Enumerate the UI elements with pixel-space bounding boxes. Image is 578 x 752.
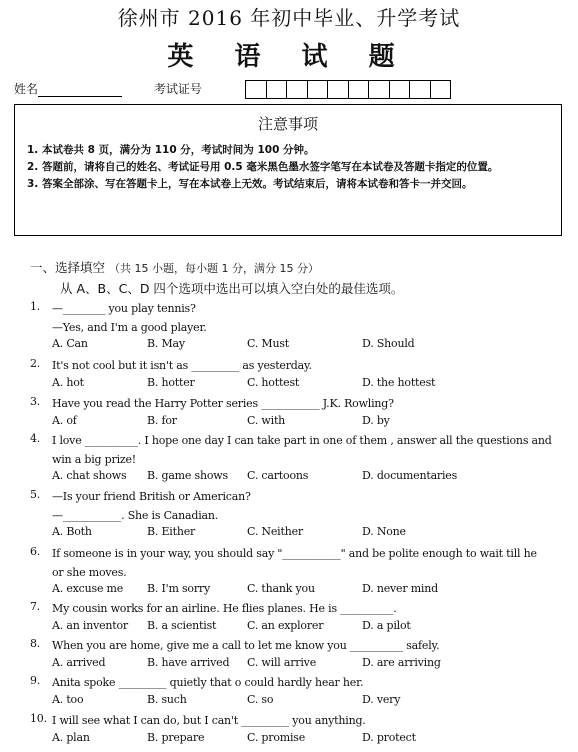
answer-option[interactable]: C. cartoons	[247, 469, 309, 482]
answer-option[interactable]: D. a pilot	[362, 618, 411, 632]
answer-option[interactable]: D. protect	[362, 730, 416, 744]
notice-item: 1. 本试卷共 8 页，满分为 110 分，考试时间为 100 分钟。	[27, 144, 315, 156]
question	[30, 357, 560, 394]
id-label: 考试证号	[153, 82, 202, 96]
answer-option[interactable]: B. hotter	[147, 375, 195, 389]
answer-options	[52, 731, 560, 749]
id-digit-box[interactable]	[307, 80, 329, 99]
answer-option[interactable]: A. an inventor	[52, 618, 128, 632]
answer-option[interactable]: A. Can	[52, 337, 88, 350]
notice-item: 2. 答题前，请将自己的姓名、考试证号用 0.5 毫米黑色墨水签字笔写在本试卷及答题卡指定的位置。	[27, 161, 499, 173]
answer-option[interactable]: C. an explorer	[247, 618, 324, 632]
answer-option[interactable]: B. prepare	[147, 730, 205, 744]
question-number: 8.	[30, 637, 41, 650]
question	[30, 395, 560, 432]
section-title: 一、选择填空	[30, 260, 106, 275]
answer-options	[52, 414, 560, 432]
question-text: —___________. She is Canadian.	[52, 508, 219, 522]
answer-option[interactable]: B. game shows	[147, 469, 228, 482]
answer-option[interactable]: A. of	[52, 413, 77, 427]
answer-options	[52, 619, 560, 637]
answer-option[interactable]: D. very	[362, 692, 401, 706]
question-text: —________ you play tennis?	[52, 302, 196, 315]
section-note: （共 15 小题，每小题 1 分，满分 15 分）	[109, 262, 319, 275]
id-digit-box[interactable]	[266, 80, 288, 99]
answer-options	[52, 376, 560, 394]
answer-option[interactable]: B. Either	[147, 525, 196, 538]
question-text: I love __________. I hope one day I can take part in one of them , answer all the questions and	[52, 434, 552, 447]
answer-option[interactable]: B. such	[147, 692, 187, 706]
question-text: —Is your friend British or American?	[52, 490, 251, 503]
id-number-boxes[interactable]	[246, 80, 451, 99]
answer-options	[52, 656, 560, 674]
subject-title: 英 语 试 题	[167, 42, 411, 72]
question-number: 2.	[30, 357, 41, 370]
section-instruction: 从 A、B、C、D 四个选项中选出可以填入空白处的最佳选项。	[60, 281, 404, 296]
question	[30, 674, 560, 711]
id-digit-box[interactable]	[389, 80, 411, 99]
id-digit-box[interactable]	[348, 80, 370, 99]
answer-option[interactable]: D. Should	[362, 337, 415, 350]
question-text: win a big prize!	[52, 452, 137, 466]
answer-option[interactable]: C. thank you	[247, 582, 315, 595]
id-digit-box[interactable]	[368, 80, 390, 99]
answer-options	[52, 337, 560, 355]
question	[30, 488, 560, 543]
answer-option[interactable]: C. Must	[247, 337, 290, 350]
section-heading	[30, 258, 319, 276]
question-text: or she moves.	[52, 565, 127, 579]
question-text: My cousin works for an airline. He flies planes. He is __________.	[52, 602, 397, 615]
answer-options	[52, 525, 560, 543]
answer-option[interactable]: A. Both	[52, 525, 92, 538]
question-number: 1.	[30, 300, 41, 313]
answer-option[interactable]: C. hottest	[247, 375, 300, 389]
question-text: Anita spoke _________ quietly that o could hardly hear her.	[52, 676, 364, 689]
id-digit-box[interactable]	[245, 80, 267, 99]
notice-title: 注意事项	[257, 115, 318, 133]
question	[30, 637, 560, 674]
answer-option[interactable]: B. May	[147, 337, 185, 350]
question-number: 10.	[30, 712, 47, 725]
answer-option[interactable]: C. Neither	[247, 525, 303, 538]
question-text: It's not cool but it isn't as _________ as yesterday.	[52, 359, 312, 372]
answer-option[interactable]: A. plan	[52, 730, 90, 744]
question-text: —Yes, and I'm a good player.	[52, 320, 207, 334]
question	[30, 600, 560, 637]
question	[30, 300, 560, 355]
question-text: Have you read the Harry Potter series ___________ J.K. Rowling?	[52, 397, 394, 410]
exam-title: 徐州市 2016 年初中毕业、升学考试	[117, 6, 461, 30]
answer-option[interactable]: A. hot	[52, 375, 84, 389]
answer-options	[52, 469, 560, 487]
answer-option[interactable]: A. excuse me	[52, 582, 124, 595]
answer-options	[52, 582, 560, 600]
id-digit-box[interactable]	[409, 80, 431, 99]
notice-box	[14, 104, 562, 236]
id-digit-box[interactable]	[327, 80, 349, 99]
question-text: I will see what I can do, but I can't _________ you anything.	[52, 714, 366, 727]
question	[30, 712, 560, 749]
id-digit-box[interactable]	[430, 80, 452, 99]
id-digit-box[interactable]	[286, 80, 308, 99]
question-text: When you are home, give me a call to let me know you __________ safely.	[52, 639, 440, 652]
answer-option[interactable]: C. with	[247, 413, 286, 427]
question-number: 4.	[30, 432, 41, 445]
name-blank[interactable]	[38, 82, 122, 97]
answer-option[interactable]: B. I'm sorry	[147, 582, 210, 595]
name-field	[14, 80, 202, 97]
answer-option[interactable]: B. a scientist	[147, 618, 217, 632]
answer-option[interactable]: D. documentaries	[362, 469, 458, 482]
answer-option[interactable]: D. never mind	[362, 582, 438, 595]
answer-option[interactable]: D. the hottest	[362, 375, 436, 389]
answer-option[interactable]: A. arrived	[52, 655, 106, 669]
name-label: 姓名	[14, 82, 39, 96]
answer-options	[52, 693, 560, 711]
answer-option[interactable]: D. are arriving	[362, 655, 441, 669]
question-number: 6.	[30, 545, 41, 558]
question	[30, 432, 560, 487]
answer-option[interactable]: A. too	[52, 692, 84, 706]
answer-option[interactable]: D. by	[362, 413, 390, 427]
answer-option[interactable]: C. promise	[247, 730, 306, 744]
question-number: 5.	[30, 488, 41, 501]
answer-option[interactable]: D. None	[362, 525, 406, 538]
question-text: If someone is in your way, you should say "___________" and be polite enough to wait till he	[52, 547, 537, 560]
answer-option[interactable]: C. so	[247, 692, 274, 706]
notice-item: 3. 答案全部涂、写在答题卡上，写在本试卷上无效。考试结束后，请将本试卷和答卡一并交回。	[27, 178, 473, 190]
answer-option[interactable]: B. for	[147, 413, 177, 427]
answer-option[interactable]: C. will arrive	[247, 655, 317, 669]
question-number: 3.	[30, 395, 41, 408]
question-number: 9.	[30, 674, 41, 687]
question	[30, 545, 560, 600]
question-number: 7.	[30, 600, 41, 613]
answer-option[interactable]: B. have arrived	[147, 655, 230, 669]
answer-option[interactable]: A. chat shows	[52, 469, 127, 482]
